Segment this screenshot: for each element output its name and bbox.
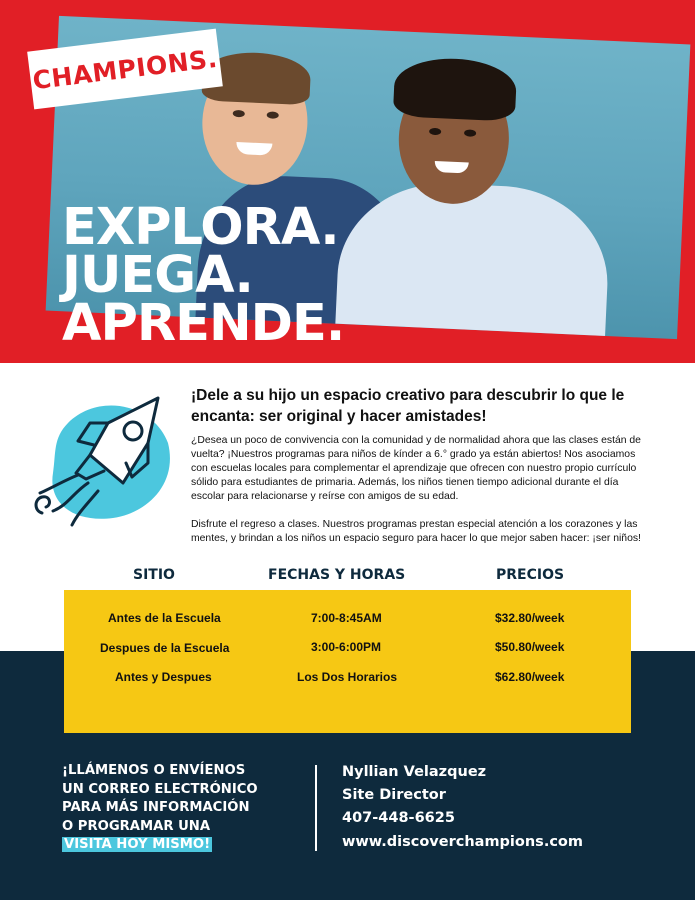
intro-paragraph-2: Disfrute el regreso a clases. Nuestros programas prestan especial atención a los corazones y las mentes, y brindan a los niños un espacio seguro para hacer lo que mejor saben hacer: ¡ser niños! [191, 519, 641, 544]
table-cell: $32.80/week [495, 611, 565, 625]
hero-banner [0, 0, 695, 363]
kid-left-eyes [233, 110, 245, 118]
contact-divider [315, 765, 317, 851]
kid-right-eyes [429, 128, 441, 136]
header-fechas: FECHAS Y HORAS [268, 567, 406, 583]
logo-text: CHAMPIONS. [31, 43, 219, 95]
cta-line-4: O PROGRAMAR UNA [62, 818, 211, 834]
intro-paragraph-1: ¿Desea un poco de convivencia con la comunidad y de normalidad ahora que las clases están de vuelta? ¡Nuestros programas para niños de kínder a 6.° grado ya están abiertos! Nos asociamos con escuelas locales para complementar el aprendizaje que ofrecen con nuestro propio currículo sólido para estudiantes de primaria. Además, los niños tienen tiempo adicional durante el día escolar para relacionarse y reírse con amigos de su edad. [191, 435, 641, 502]
table-cell: $50.80/week [495, 640, 565, 654]
contact-website[interactable]: www.discoverchampions.com [342, 834, 583, 850]
headline-line-3: APRENDE. [62, 294, 345, 353]
header-sitio: SITIO [133, 567, 175, 583]
table-cell: 3:00-6:00PM [311, 640, 382, 654]
cta-line-1: ¡LLÁMENOS O ENVÍENOS [62, 763, 246, 778]
table-cell: 7:00-8:45AM [311, 611, 382, 625]
contact-role: Site Director [342, 787, 446, 803]
table-cell: $62.80/week [495, 670, 565, 684]
cta-line-3: PARA MÁS INFORMACIÓN [62, 800, 250, 815]
call-to-action [62, 762, 258, 855]
table-cell: Antes de la Escuela [108, 611, 221, 625]
contact-name: Nyllian Velazquez [342, 764, 487, 780]
kid-right-hair [393, 56, 518, 121]
intro-title: ¡Dele a su hijo un espacio creativo para descubrir lo que le encanta: ser original y hacer amistades! [191, 387, 625, 425]
kid-right-eyes-2 [464, 129, 476, 137]
rocket-icon [28, 393, 178, 533]
table-cell: Despues de la Escuela [100, 641, 230, 655]
headline-line-1: EXPLORA. [62, 198, 339, 257]
header-precios: PRECIOS [496, 567, 565, 583]
cta-highlight: VISITA HOY MISMO! [64, 837, 211, 852]
table-cell: Antes y Despues [115, 670, 212, 684]
contact-phone[interactable]: 407-448-6625 [342, 810, 455, 826]
table-cell: Los Dos Horarios [297, 670, 398, 684]
cta-line-2: UN CORREO ELECTRÓNICO [62, 781, 258, 797]
headline-line-2: JUEGA. [62, 246, 253, 305]
hero-headline [62, 198, 345, 353]
